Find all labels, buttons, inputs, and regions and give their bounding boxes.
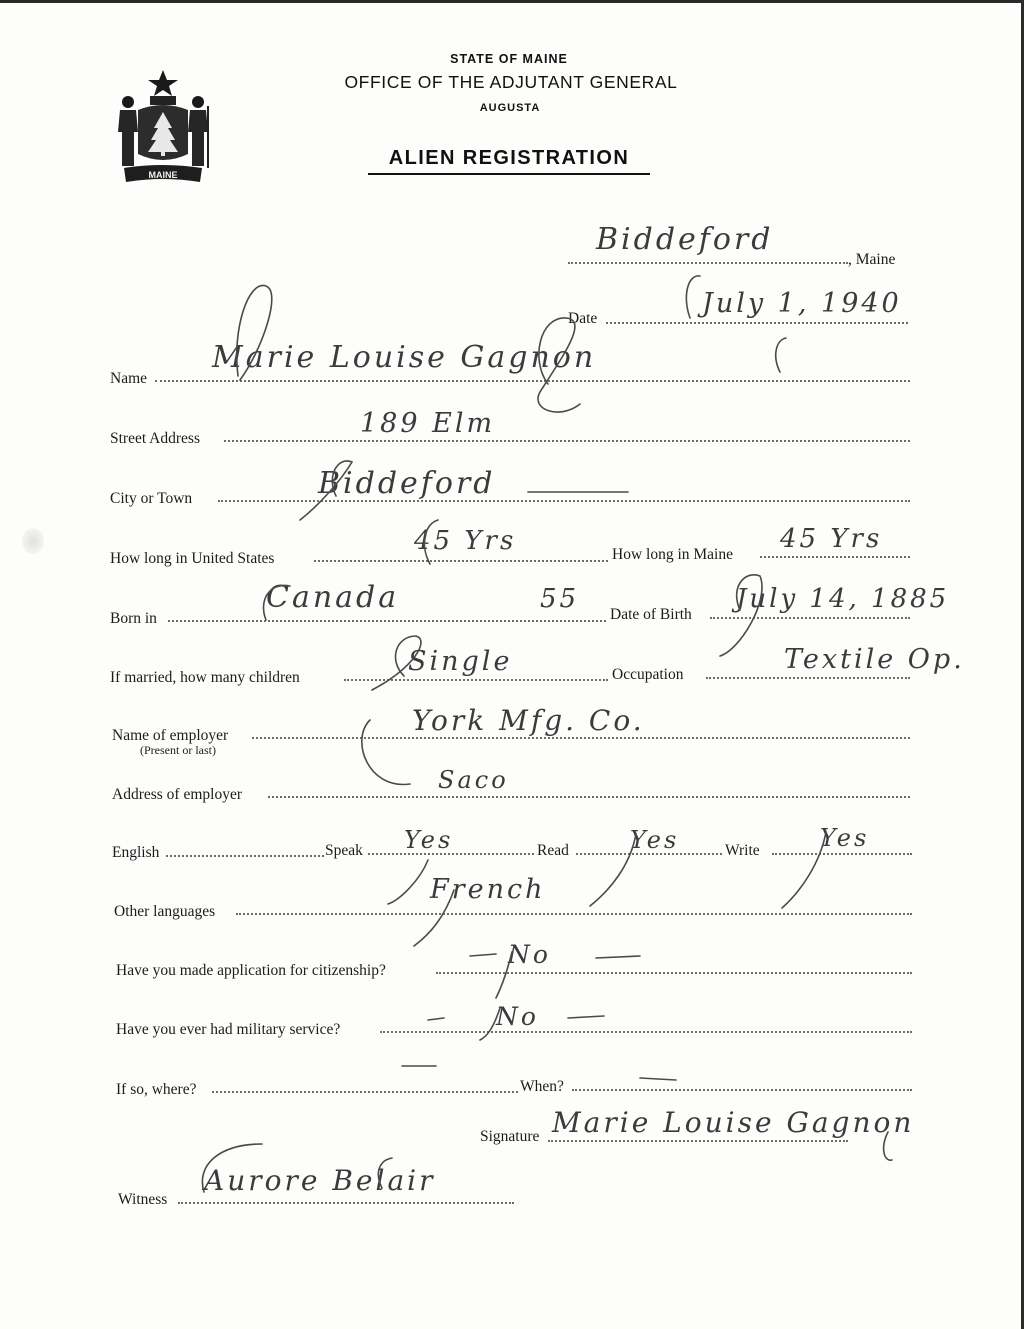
date-of-birth-entry: July 14, 1885 [736, 584, 950, 614]
age-entry: 55 [540, 584, 580, 614]
english-read-entry: Yes [630, 826, 680, 854]
write-label: Write [725, 842, 760, 859]
if-so-where-label: If so, where? [116, 1081, 197, 1098]
date-of-birth-label: Date of Birth [610, 606, 692, 623]
seal-banner-text: MAINE [148, 170, 178, 180]
other-languages-label: Other languages [114, 903, 216, 920]
form-title: ALIEN REGISTRATION [368, 147, 650, 175]
citizenship-application-entry: No [508, 940, 551, 969]
address-of-employer-label: Address of employer [112, 786, 242, 803]
office-heading: OFFICE OF THE ADJUTANT GENERAL [344, 72, 678, 92]
present-or-last-label: (Present or last) [140, 743, 216, 757]
military-service-label: Have you ever had military service? [116, 1021, 341, 1038]
how-long-maine-label: How long in Maine [612, 546, 733, 563]
place-suffix-label: , Maine [848, 251, 896, 268]
street-address-entry: 189 Elm [360, 408, 496, 439]
read-label: Read [537, 842, 569, 859]
name-of-employer-label: Name of employer [112, 727, 229, 744]
born-in-entry: Canada [266, 580, 400, 615]
how-long-us-entry: 45 Yrs [414, 526, 517, 556]
name-entry: Marie Louise Gagnon [212, 340, 597, 375]
english-label: English [112, 844, 160, 861]
date-entry: July 1, 1940 [702, 288, 902, 319]
city-or-town-label: City or Town [110, 490, 193, 507]
english-speak-entry: Yes [404, 826, 454, 854]
witness-label: Witness [118, 1191, 168, 1208]
married-children-entry: Single [408, 646, 513, 677]
occupation-label: Occupation [612, 666, 684, 683]
place-entry: Biddeford [596, 222, 774, 257]
street-address-label: Street Address [110, 430, 200, 447]
speak-label: Speak [325, 842, 363, 859]
city-heading: AUGUSTA [479, 102, 541, 114]
citizenship-application-label: Have you made application for citizenship? [116, 962, 386, 979]
how-long-us-label: How long in United States [110, 550, 275, 567]
state-heading: STATE OF MAINE [450, 52, 568, 66]
occupation-entry: Textile Op. [784, 644, 965, 675]
married-children-label: If married, how many children [110, 669, 300, 686]
city-or-town-entry: Biddeford [318, 466, 496, 501]
military-service-entry: No [496, 1002, 539, 1031]
witness-entry: Aurore Belair [204, 1164, 436, 1197]
how-long-maine-entry: 45 Yrs [780, 524, 883, 554]
when-label: When? [520, 1078, 564, 1095]
signature-label: Signature [480, 1128, 540, 1145]
born-in-label: Born in [110, 610, 157, 627]
signature-entry: Marie Louise Gagnon [552, 1106, 915, 1139]
name-label: Name [110, 370, 148, 387]
other-languages-entry: French [430, 874, 546, 905]
english-write-entry: Yes [820, 824, 870, 852]
employer-address-entry: Saco [438, 766, 509, 794]
employer-entry: York Mfg. Co. [412, 704, 645, 737]
date-label: Date [568, 310, 598, 327]
